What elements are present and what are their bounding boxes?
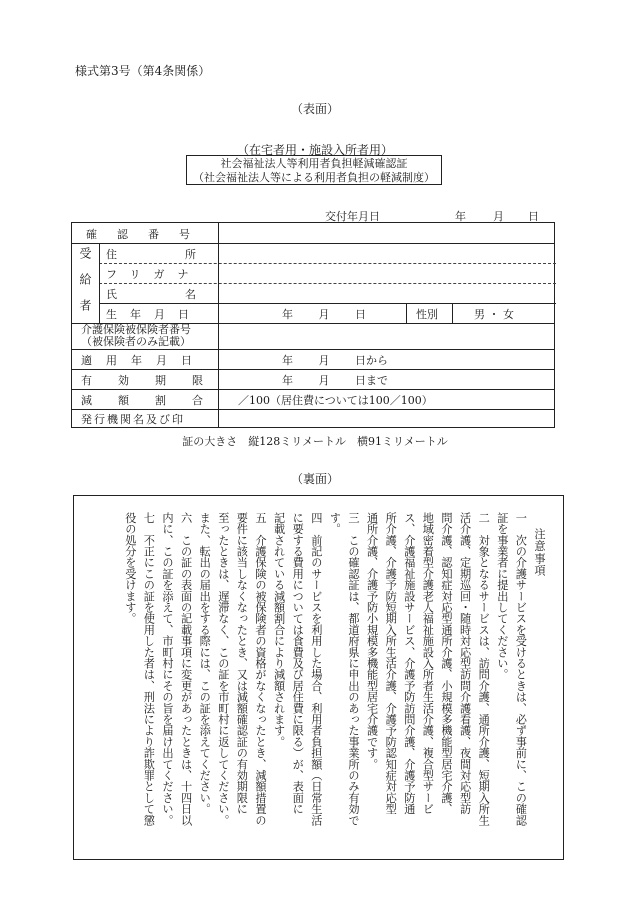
- notes-column: 六 この証の表面の記載事項に変更があったときは、十四日以: [179, 512, 193, 826]
- issue-date-month: 月: [493, 210, 504, 223]
- size-note: 証の大きさ 縦128ミリメートル 横91ミリメートル: [182, 435, 448, 448]
- back-side-label: （裏面）: [290, 472, 339, 486]
- notes-column: 地域密着型介護老人福祉施設入所者生活介護、複合型サービ: [421, 512, 435, 815]
- notes-column: す。: [328, 512, 342, 535]
- notes-heading: 注意事項: [533, 528, 546, 577]
- recipient-label: 受給者: [78, 247, 92, 325]
- birthdate-value: 年 月 日: [282, 308, 366, 321]
- title-main: 社会福祉法人等利用者負担軽減確認証: [220, 157, 408, 170]
- birthdate-label: 生年月日: [106, 308, 202, 321]
- usage-label: （在宅者用・施設入所者用）: [236, 143, 393, 157]
- issuer-label: 発行機関名及び印: [81, 413, 185, 426]
- back-notes-box: [73, 495, 564, 860]
- gender-value: 男 ・ 女: [474, 308, 514, 321]
- apply-date-value: 年 月 日から: [282, 354, 388, 367]
- address-label: 住所: [106, 248, 264, 261]
- notes-column: また、転出の届出をする際には、この証を添えてください。: [198, 512, 212, 815]
- issue-date-year: 年: [455, 210, 466, 223]
- notes-column: 至ったときは、遅滞なく、この証を市町村に返してください。: [216, 512, 230, 826]
- apply-date-label: 適用年月日: [81, 354, 206, 367]
- notes-column: 一 次の介護サービスを受けるときは、必ず事前に、この確認: [514, 512, 528, 826]
- issue-date-day: 日: [528, 210, 539, 223]
- insured-number-line1: 介護保険被保険者番号: [81, 323, 191, 336]
- notes-column: 内に、この証を添えて、市町村にその旨を届け出てください。: [161, 512, 174, 826]
- front-side-label: （表面）: [290, 102, 339, 116]
- front-table: [71, 222, 555, 428]
- insured-number-line2: （被保険者のみ記載）: [81, 335, 191, 348]
- notes-column: 四 前記のサービスを利用した場合、利用者負担額（日常生活: [309, 512, 323, 826]
- valid-period-value: 年 月 日まで: [282, 374, 388, 387]
- confirm-number-label: 確認番号: [86, 228, 210, 241]
- notes-column: 活介護、定期巡回・随時対応型訪問介護看護、夜間対応型訪: [458, 512, 472, 815]
- gender-label: 性別: [416, 308, 438, 321]
- notes-column: 二 対象となるサービスは、訪問介護、通所介護、短期入所生: [477, 512, 491, 826]
- notes-column: 七 不正にこの証を使用した者は、刑法により詐欺罪として懲: [142, 512, 156, 826]
- notes-column: 証を事業者に提出してください。: [495, 512, 509, 680]
- title-sub: （社会福祉法人等による利用者負担の軽減制度）: [193, 171, 435, 184]
- valid-period-label: 有効期限: [81, 374, 229, 387]
- furigana-label: フリガナ: [106, 268, 202, 281]
- notes-column: 記載されている減額割合により減額されます。: [272, 512, 286, 748]
- title-box: [186, 155, 442, 185]
- reduction-rate-value: ／100（居住費については100／100）: [238, 394, 433, 407]
- notes-column: 役の処分を受けます。: [123, 512, 137, 624]
- insured-number-label: [81, 324, 191, 348]
- issue-date-label: 交付年月日: [325, 210, 380, 223]
- notes-column: 三 この確認証は、都道府県に申出のあった事業所のみ有効で: [347, 512, 360, 826]
- notes-column: 所介護、介護予防短期入所生活介護、介護予防認知症対応型: [384, 512, 398, 815]
- form-number: 様式第3号（第4条関係）: [75, 64, 211, 78]
- name-label: 氏名: [106, 288, 264, 301]
- reduction-rate-label: 減額割合: [81, 394, 229, 407]
- notes-column: 要件に該当しなくなったとき、又は減額確認証の有効期限に: [235, 512, 249, 815]
- notes-column: 問介護、認知症対応型通所介護、小規模多機能型居宅介護、: [440, 512, 453, 815]
- notes-column: ス、介護福祉施設サービス、介護予防訪問介護、介護予防通: [402, 512, 416, 815]
- notes-column: に要する費用については食費及び居住費に限る）が、表面に: [291, 512, 305, 815]
- notes-column: 通所介護、介護予防小規模多機能型居宅介護です。: [365, 512, 379, 770]
- notes-column: 五 介護保険の被保険者の資格がなくなったとき、減額措置の: [254, 512, 267, 826]
